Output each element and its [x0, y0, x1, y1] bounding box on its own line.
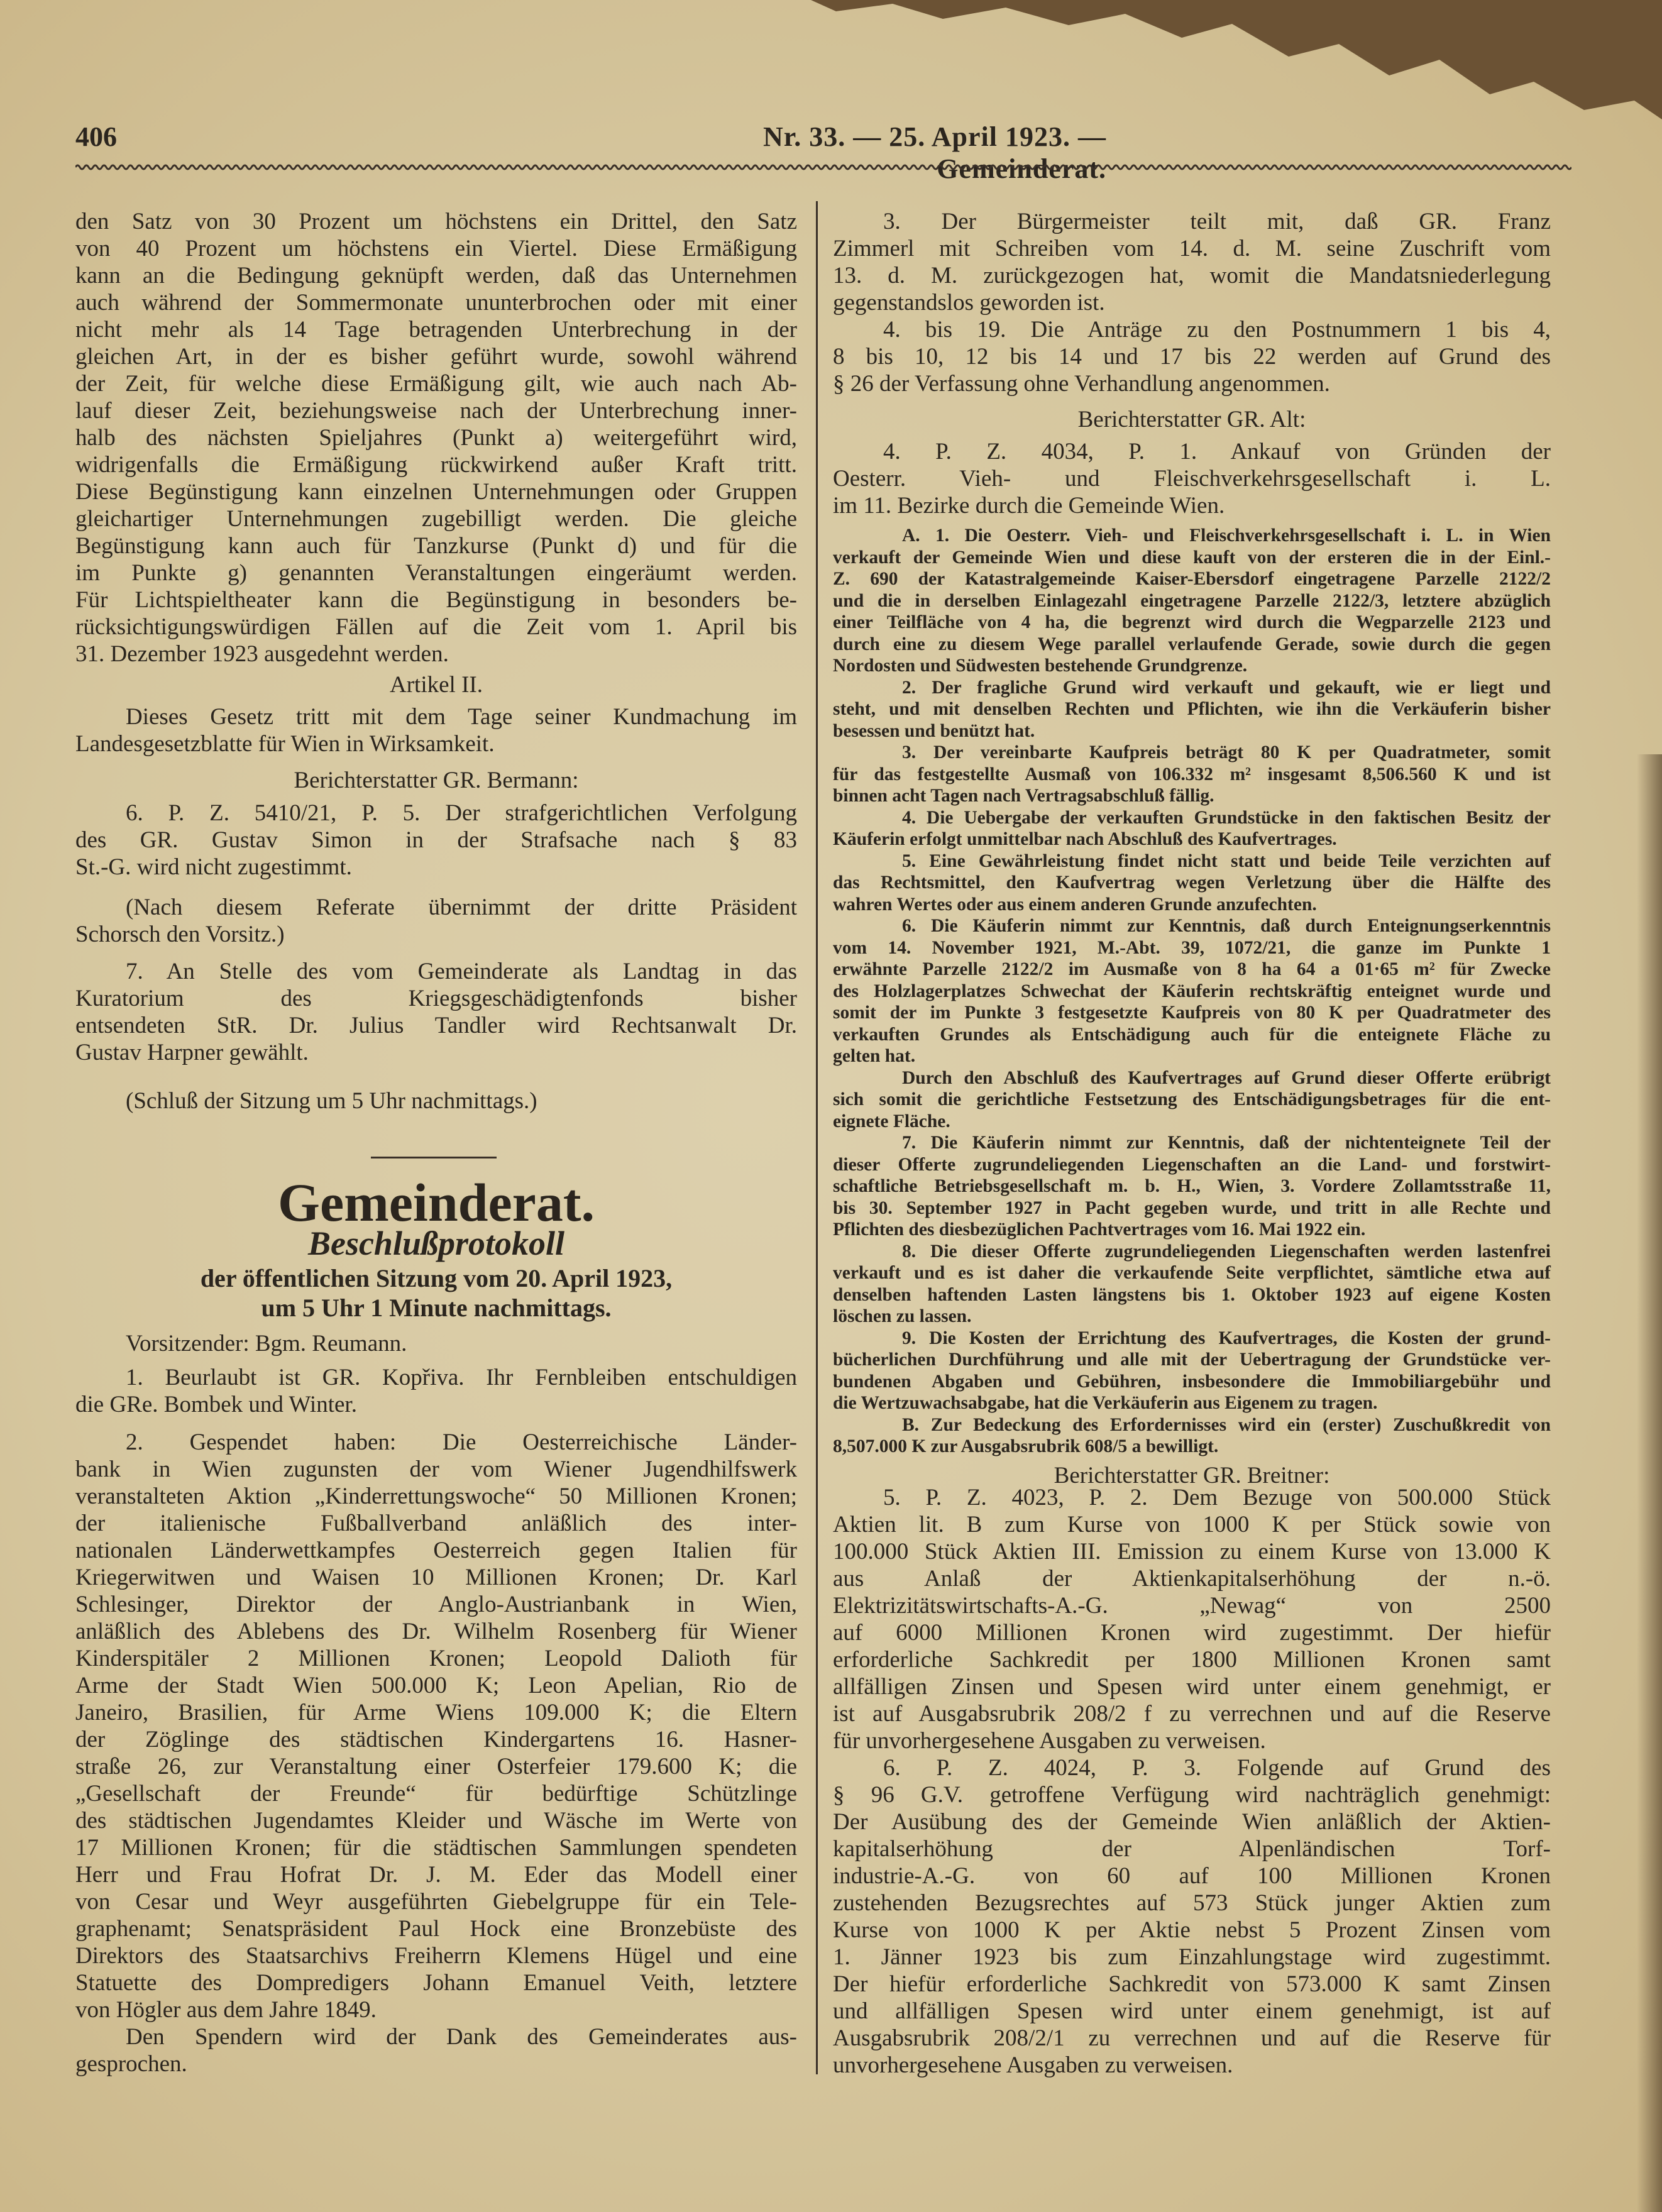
section-rule [371, 1157, 497, 1158]
text-line: 3. Der vereinbarte Kaufpreis beträgt 80 K per Quadratmeter, somit [902, 742, 1551, 762]
text-line: Kriegerwitwen und Waisen 10 Millionen Kronen; Dr. Karl [75, 1565, 797, 1590]
text-line: Oesterr. Vieh- und Fleischverkehrsgesellschaft i. L. [833, 466, 1551, 492]
text-line: rücksichtigungswürdigen Fällen auf die Zeit vom 1. April bis [75, 614, 797, 640]
text-line: 8. Die dieser Offerte zugrundeliegenden Liegenschaften werden lastenfrei [902, 1241, 1551, 1262]
session-heading [75, 1263, 797, 1323]
text-line: wahren Wertes oder aus einem anderen Grunde anzufechten. [833, 894, 1317, 915]
text-line: B. Zur Bedeckung des Erfordernisses wird ein (erster) Zuschußkredit von [902, 1414, 1551, 1435]
text-line: Aktien lit. B zum Kurse von 1000 K per Stück sowie von [833, 1512, 1551, 1538]
text-line: vom 14. November 1921, M.-Abt. 39, 1072/21, die ganze im Punkte 1 [833, 937, 1551, 958]
text-line: 3. Der Bürgermeister teilt mit, daß GR. Franz [883, 209, 1551, 234]
text-line: Ausgabsrubrik 208/2/1 zu verrechnen und auf die Reserve für [833, 2025, 1551, 2051]
text-line: Zimmerl mit Schreiben vom 14. d. M. seine Zuschrift vom [833, 236, 1551, 261]
text-line: binnen acht Tagen nach Vertragsabschluß fällig. [833, 786, 1214, 806]
text-line: 5. Eine Gewährleistung findet nicht statt und beide Teile verzichten auf [902, 850, 1551, 871]
paragraph [75, 1429, 797, 2023]
text-line: 6. P. Z. 5410/21, P. 5. Der strafgerichtlichen Verfolgung [126, 800, 797, 826]
text-line: Berichterstatter GR. Bermann: [294, 768, 579, 793]
text-line: bis 30. September 1927 in Pacht gegeben wurde, und tritt in alle Rechte und [833, 1197, 1551, 1218]
text-line: Elektrizitätswirtschafts-A.-G. „Newag“ von 2500 [833, 1593, 1551, 1619]
text-line: 4. Die Uebergabe der verkauften Grundstücke in den faktischen Besitz der [902, 807, 1551, 828]
page-number: 406 [75, 121, 117, 152]
text-line: die Wertzuwachsabgabe, hat die Verkäuferin aus Eigenem zu tragen. [833, 1393, 1378, 1413]
paragraph [75, 1330, 797, 1357]
text-line: der italienische Fußballverband anläßlich des inter- [75, 1510, 797, 1536]
text-line: bank in Wien zugunsten der vom Wiener Jugendhilfswerk [75, 1456, 797, 1482]
text-line: widrigenfalls die Ermäßigung rückwirkend außer Kraft tritt. [75, 452, 797, 478]
wavy-rule [75, 162, 1571, 172]
text-line: das Rechtsmittel, den Kaufvertrag wegen Verletzung über die Hälfte des [833, 872, 1551, 893]
text-line: löschen zu lassen. [833, 1306, 972, 1326]
text-line: um 5 Uhr 1 Minute nachmittags. [261, 1294, 612, 1322]
text-line: A. 1. Die Oesterr. Vieh- und Fleischverkehrsgesellschaft i. L. in Wien [902, 525, 1551, 546]
paragraph [75, 2023, 797, 2077]
text-line: verkauft der Gemeinde Wien und diese kauft von der ersteren die in der Einl.- [833, 547, 1551, 568]
text-line: nationalen Länderwettkampfes Oesterreich gegen Italien für [75, 1538, 797, 1563]
text-line: gleichartiger Unternehmungen zugebilligt werden. Die gleiche [75, 506, 797, 532]
text-line: Artikel II. [390, 672, 483, 698]
text-line: Landesgesetzblatte für Wien in Wirksamkeit. [75, 731, 495, 757]
text-line: Der Ausübung des der Gemeinde Wien anläßlich der Aktien- [833, 1809, 1551, 1835]
text-line: Berichterstatter GR. Breitner: [1054, 1463, 1330, 1488]
text-line: schaftliche Betriebsgesellschaft m. b. H., Wien, 3. Vordere Zollamtsstraße 11, [833, 1176, 1551, 1196]
text-line: lauf dieser Zeit, beziehungsweise nach der Unterbrechung inner- [75, 398, 797, 424]
text-line: (Schluß der Sitzung um 5 Uhr nachmittags.) [126, 1088, 537, 1114]
text-line: zustehenden Bezugsrechtes auf 573 Stück junger Aktien zum [833, 1890, 1551, 1916]
text-line: 13. d. M. zurückgezogen hat, womit die Mandatsniederlegung [833, 263, 1551, 289]
section-title [75, 1174, 797, 1231]
text-line: im 11. Bezirke durch die Gemeinde Wien. [833, 493, 1225, 519]
text-line: bundenen Abgaben und Gebühren, insbesondere die Immobiliargebühr und [833, 1371, 1551, 1392]
text-line: nicht mehr als 14 Tage betragenden Unterbrechung in der [75, 317, 797, 343]
text-line: auch während der Sommermonate ununterbrochen oder mit einer [75, 290, 797, 316]
text-line: 4. bis 19. Die Anträge zu den Postnummern 1 bis 4, [883, 317, 1551, 343]
text-line: 2. Gespendet haben: Die Oesterreichische Länder- [126, 1429, 797, 1455]
text-line: 2. Der fragliche Grund wird verkauft und gekauft, wie er liegt und [902, 677, 1551, 698]
paragraph [75, 800, 797, 881]
paragraph [75, 703, 797, 757]
paragraph [833, 208, 1551, 316]
text-line: somit der im Punkte 3 festgesetzte Kaufpreis von 80 K per Quadratmeter des [833, 1003, 1551, 1023]
text-line: industrie-A.-G. von 60 auf 100 Millionen Kronen [833, 1863, 1551, 1889]
text-line: einer Teilfläche von 4 ha, die begrenzt wird durch die Wegparzelle 2123 und [833, 612, 1551, 632]
text-line: Durch den Abschluß des Kaufvertrages auf Grund dieser Offerte erübrigt [902, 1067, 1551, 1088]
text-line: gesprochen. [75, 2051, 187, 2077]
text-line: den Satz von 30 Prozent um höchstens ein Drittel, den Satz [75, 209, 797, 234]
text-line: 6. Die Käuferin nimmt zur Kenntnis, daß durch Enteignungserkenntnis [902, 916, 1551, 936]
contract-terms [833, 525, 1551, 1458]
text-line: 1. Jänner 1923 bis zum Einzahlungstage wird zugestimmt. [833, 1944, 1551, 1970]
text-line: Direktors des Staatsarchivs Freiherrn Klemens Hügel und eine [75, 1943, 797, 1969]
paragraph [75, 894, 797, 948]
text-line: bücherlichen Durchführung und alle mit der Uebertragung der Grundstücke ver- [833, 1350, 1551, 1370]
text-line: für das festgestellte Ausmaß von 106.332 m² insgesamt 8,506.560 K und ist [833, 764, 1551, 784]
text-line: Den Spendern wird der Dank des Gemeinderates aus- [126, 2024, 797, 2050]
text-line: steht, und mit denselben Rechten und Pflichten, wie ihn die Verkäuferin bisher [833, 699, 1551, 719]
text-line: unvorhergesehene Ausgaben zu verweisen. [833, 2052, 1233, 2078]
text-line: die GRe. Bombek und Winter. [75, 1392, 357, 1417]
text-line: Berichterstatter GR. Alt: [1077, 407, 1306, 432]
text-line: St.-G. wird nicht zugestimmt. [75, 854, 352, 880]
section-heading [833, 406, 1551, 433]
text-line: 7. An Stelle des vom Gemeinderate als Landtag in das [126, 959, 797, 984]
text-line: des städtischen Jugendamtes Kleider und Wäsche im Werte von [75, 1808, 797, 1834]
text-line: Dieses Gesetz tritt mit dem Tage seiner Kundmachung im [126, 704, 797, 730]
text-line: 8 bis 10, 12 bis 14 und 17 bis 22 werden auf Grund des [833, 344, 1551, 370]
text-line: gegenstandslos geworden ist. [833, 290, 1105, 316]
text-line: Schlesinger, Direktor der Anglo-Austrianbank in Wien, [75, 1592, 797, 1617]
text-line: Herr und Frau Hofrat Dr. J. M. Eder das Modell einer [75, 1862, 797, 1888]
text-line: Vorsitzender: Bgm. Reumann. [126, 1331, 407, 1356]
text-line: § 26 der Verfassung ohne Verhandlung angenommen. [833, 371, 1330, 397]
text-line: 1. Beurlaubt ist GR. Kopřiva. Ihr Fernbleiben entschuldigen [126, 1365, 797, 1390]
text-line: 9. Die Kosten der Errichtung des Kaufvertrages, die Kosten der grund- [902, 1328, 1551, 1348]
paragraph [833, 316, 1551, 397]
text-line: Arme der Stadt Wien 500.000 K; Leon Apelian, Rio de [75, 1673, 797, 1698]
running-header: Nr. 33. — 25. April 1923. — Gemeinderat. [762, 121, 1106, 184]
column-divider [816, 201, 818, 2074]
text-line: von Högler aus dem Jahre 1849. [75, 1997, 377, 2023]
text-line: Kinderspitäler 2 Millionen Kronen; Leopold Dalioth für [75, 1646, 797, 1671]
text-line: Nordosten und Südwesten bestehende Grundgrenze. [833, 656, 1248, 676]
text-line: Gustav Harpner gewählt. [75, 1040, 309, 1065]
text-line: erforderliche Sachkredit per 1800 Millionen Kronen samt [833, 1647, 1551, 1673]
text-line: Kurse von 1000 K per Aktie nebst 5 Prozent Zinsen vom [833, 1917, 1551, 1943]
text-line: § 96 G.V. getroffene Verfügung wird nachträglich genehmigt: [833, 1782, 1551, 1808]
text-line: 7. Die Käuferin nimmt zur Kenntnis, daß der nichtenteignete Teil der [902, 1133, 1551, 1153]
paragraph [833, 1754, 1551, 2079]
text-line: und allfälligen Spesen wird unter einem genehmigt, ist auf [833, 1998, 1551, 2024]
text-line: straße 26, zur Veranstaltung einer Osterfeier 179.600 K; die [75, 1754, 797, 1780]
text-line: gleichen Art, in der es bisher geführt wurde, sowohl während [75, 344, 797, 370]
text-line: veranstalteten Aktion „Kinderrettungswoche“ 50 Millionen Kronen; [75, 1483, 797, 1509]
text-line: Schorsch den Vorsitz.) [75, 922, 285, 947]
text-line: 100.000 Stück Aktien III. Emission zu einem Kurse von 13.000 K [833, 1539, 1551, 1565]
text-line: und die in derselben Einlagezahl eingetragene Parzelle 2122/3, letztere abzüglich [833, 590, 1551, 611]
text-line: Begünstigung kann auch für Tanzkurse (Punkt d) und für die [75, 533, 797, 559]
text-line: dieser Offerte zugrundeliegenden Liegenschaften an die Land- und forstwirt- [833, 1154, 1551, 1175]
text-line: allfälligen Zinsen und Spesen wird unter einem genehmigt, er [833, 1674, 1551, 1700]
text-line: verkauft und es ist daher die verkaufende Seite verpflichtet, sämtliche etwa auf [833, 1263, 1551, 1283]
text-line: eignete Fläche. [833, 1111, 950, 1131]
text-line: entsendeten StR. Dr. Julius Tandler wird Rechtsanwalt Dr. [75, 1013, 797, 1038]
text-line: denselben haftenden Lasten längstens bis 1. Oktober 1923 auf eigene Kosten [833, 1284, 1551, 1305]
text-line: Käuferin erfolgt unmittelbar nach Abschluß des Kaufvertrages. [833, 829, 1337, 849]
text-line: anläßlich des Ablebens des Dr. Wilhelm Rosenberg für Wiener [75, 1619, 797, 1644]
paragraph [75, 958, 797, 1066]
paragraph [75, 1087, 797, 1114]
text-line: 17 Millionen Kronen; für die städtischen Sammlungen spendeten [75, 1835, 797, 1861]
text-line: der Zöglinge des städtischen Kindergartens 16. Hasner- [75, 1727, 797, 1753]
text-line: durch eine zu diesem Wege parallel verlaufende Gerade, sowie durch die gegen [833, 634, 1551, 654]
text-line: 8,507.000 K zur Ausgabsrubrik 608/5 a bewilligt. [833, 1436, 1219, 1456]
text-line: Diese Begünstigung kann einzelnen Unternehmungen oder Gruppen [75, 479, 797, 505]
paragraph [833, 1484, 1551, 1754]
text-line: „Gesellschaft der Freunde“ für bedürftige Schützlinge [75, 1781, 797, 1807]
text-line: der öffentlichen Sitzung vom 20. April 1923, [200, 1264, 673, 1292]
paragraph [75, 208, 797, 668]
text-line: graphenamt; Senatspräsident Paul Hock eine Bronzebüste des [75, 1916, 797, 1942]
text-line: des GR. Gustav Simon in der Strafsache nach § 83 [75, 827, 797, 853]
text-line: Der hiefür erforderliche Sachkredit von 573.000 K samt Zinsen [833, 1971, 1551, 1997]
text-line: des Holzlagerplatzes Schwechat der Käuferin rechtskräftig enteignet wurde und [833, 981, 1551, 1001]
text-line: aus Anlaß der Aktienkapitalserhöhung der n.-ö. [833, 1566, 1551, 1592]
text-line: Kuratorium des Kriegsgeschädigtenfonds bisher [75, 986, 797, 1011]
text-line: Für Lichtspieltheater kann die Begünstigung in besonders be- [75, 587, 797, 613]
section-subtitle [75, 1226, 797, 1261]
text-line: ist auf Ausgabsrubrik 208/2 f zu verrechnen und auf die Reserve [833, 1701, 1551, 1727]
text-line: sich somit die gerichtliche Festsetzung des Entschädigungsbetrages für die ent- [833, 1089, 1551, 1109]
text-line: besessen und benützt hat. [833, 720, 1035, 741]
section-heading [75, 767, 797, 794]
text-line: (Nach diesem Referate übernimmt der dritte Präsident [126, 894, 797, 920]
paragraph [75, 1364, 797, 1418]
text-line: von Cesar und Weyr ausgeführten Giebelgruppe für ein Tele- [75, 1889, 797, 1915]
text-line: halb des nächsten Spieljahres (Punkt a) weitergeführt wird, [75, 425, 797, 451]
text-line: auf 6000 Millionen Kronen wird zugestimmt. Der hiefür [833, 1620, 1551, 1646]
text-line: für unvorhergesehene Ausgaben zu verweisen. [833, 1728, 1266, 1754]
text-line: kapitalserhöhung der Alpenländischen Torf- [833, 1836, 1551, 1862]
text-line: Beschlußprotokoll [307, 1224, 565, 1262]
section-heading [75, 671, 797, 698]
text-line: Z. 690 der Katastralgemeinde Kaiser-Ebersdorf eingetragene Parzelle 2122/2 [833, 569, 1551, 589]
text-line: 6. P. Z. 4024, P. 3. Folgende auf Grund des [883, 1755, 1551, 1781]
text-line: erwähnte Parzelle 2122/2 im Ausmaße von 8 ha 64 a 01·65 m² für Zwecke [833, 959, 1551, 979]
text-line: Gemeinderat. [278, 1172, 595, 1233]
text-line: gelten hat. [833, 1046, 916, 1066]
text-line: kann an die Bedingung geknüpft werden, daß das Unternehmen [75, 263, 797, 289]
paragraph [833, 438, 1551, 519]
text-line: von 40 Prozent um höchstens ein Viertel. Diese Ermäßigung [75, 236, 797, 261]
text-line: Pflichten des diesbezüglichen Pachtvertrages vom 16. Mai 1922 ein. [833, 1219, 1366, 1240]
page-edge-shadow [1637, 754, 1662, 2212]
text-line: 4. P. Z. 4034, P. 1. Ankauf von Gründen der [883, 439, 1551, 465]
text-line: Statuette des Dompredigers Johann Emanuel Veith, letztere [75, 1970, 797, 1996]
text-line: 31. Dezember 1923 ausgedehnt werden. [75, 641, 449, 667]
text-line: verkauften Grundes als Entschädigung auch für die enteignete Fläche zu [833, 1024, 1551, 1045]
text-line: 5. P. Z. 4023, P. 2. Dem Bezuge von 500.000 Stück [883, 1485, 1551, 1510]
text-line: der Zeit, für welche diese Ermäßigung gilt, wie auch nach Ab- [75, 371, 797, 397]
text-line: im Punkte g) genannten Veranstaltungen eingeräumt werden. [75, 560, 797, 586]
text-line: Janeiro, Brasilien, für Arme Wiens 109.000 K; die Eltern [75, 1700, 797, 1725]
